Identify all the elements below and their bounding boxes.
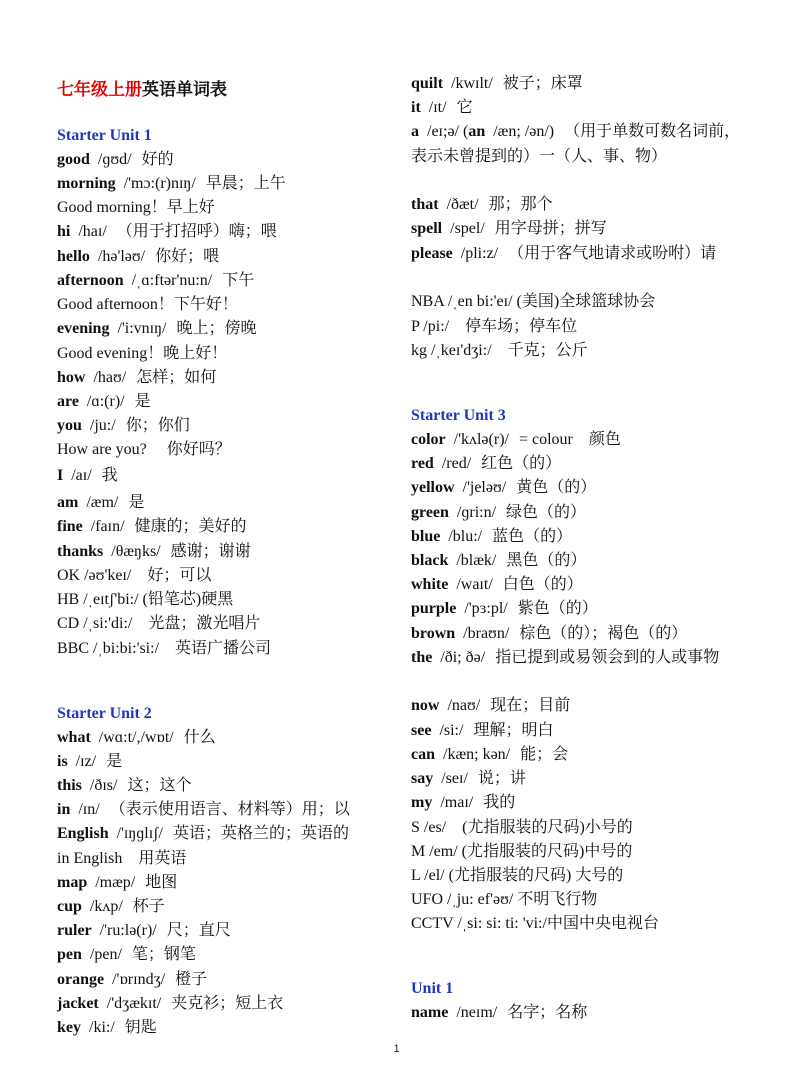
word-entry: Good afternoon！下午好！	[57, 296, 238, 313]
entry-meaning: 笔；钢笔	[131, 946, 196, 963]
entry-phonetic: /ɪz/	[71, 753, 97, 770]
entry-word: good	[57, 151, 90, 168]
entry-meaning: 棕色（的）；褐色（的）	[519, 625, 688, 642]
word-entry	[57, 540, 251, 565]
entry-phonetic: /'mɔ:(r)nɪŋ/	[119, 175, 196, 192]
entry-phonetic: /θæŋks/	[107, 543, 161, 560]
word-entry	[411, 452, 561, 477]
entry-word: a	[411, 123, 419, 140]
entry-phonetic: /blæk/	[452, 552, 497, 569]
entry-phonetic: /'ɒrɪndʒ/	[108, 971, 166, 988]
entry-phonetic: /neɪm/	[452, 1004, 498, 1021]
entry-phonetic: /æn; /ən/)	[489, 123, 555, 140]
entry-phonetic: /ɡri:n/	[452, 504, 497, 521]
title-grade: 七年级上册	[57, 80, 142, 99]
word-entry	[411, 573, 583, 598]
entry-word: jacket	[57, 995, 99, 1012]
word-entry	[57, 726, 216, 751]
entry-phonetic: /kwɪlt/	[447, 75, 493, 92]
entry-word: afternoon	[57, 272, 124, 289]
entry-phonetic: /haʊ/	[89, 369, 127, 386]
entry-phonetic: /spel/	[446, 220, 485, 237]
entry-meaning: 指已提到或易领会到的人或事物	[495, 649, 720, 666]
word-entry	[411, 791, 515, 816]
entry-meaning: 是	[128, 494, 145, 511]
entry-phonetic: /braʊn/	[459, 625, 510, 642]
entry-word: now	[411, 697, 440, 714]
entry-word: white	[411, 576, 449, 593]
word-entry: OK /əʊ'keɪ/ 好；可以	[57, 567, 212, 584]
entry-phonetic: /kæn; kən/	[439, 746, 511, 763]
word-entry	[411, 1001, 587, 1026]
word-entry: Good evening！晚上好！	[57, 345, 228, 362]
unit-heading: Starter Unit 2	[57, 705, 152, 722]
entry-word: am	[57, 494, 79, 511]
entry-meaning: 什么	[183, 729, 216, 746]
word-entry	[57, 968, 207, 993]
entry-word: spell	[411, 220, 443, 237]
word-entry: NBA /ˌen bi:'eɪ/ (美国)全球篮球协会	[411, 293, 656, 310]
entry-meaning: 绿色（的）	[506, 504, 587, 521]
entry-meaning: 名字；名称	[507, 1004, 588, 1021]
entry-phonetic: /waɪt/	[452, 576, 493, 593]
entry-phonetic: /ki:/	[85, 1019, 115, 1036]
entry-word: an	[468, 123, 486, 140]
entry-meaning: 地图	[145, 874, 178, 891]
entry-meaning: 红色（的）	[481, 455, 562, 472]
entry-meaning: 这；这个	[127, 777, 192, 794]
unit-heading: Starter Unit 1	[57, 127, 152, 144]
entry-word: English	[57, 825, 109, 842]
word-entry	[411, 549, 586, 574]
word-entry: HB /ˌeɪtʃ'bi:/ (铅笔芯)硬黑	[57, 591, 234, 608]
entry-meaning: 黄色（的）	[516, 479, 597, 496]
entry-meaning: 你好；喂	[155, 248, 220, 265]
entry-meaning: 晚上；傍晚	[176, 320, 257, 337]
word-entry	[411, 476, 596, 501]
entry-meaning: （用于打招呼）嗨；喂	[116, 223, 277, 240]
entry-meaning: 我	[101, 467, 118, 484]
entry-meaning: （用于单数可数名词前，表示未曾提到的）一（人、事、物）	[411, 123, 741, 165]
entry-meaning: 说；讲	[477, 770, 526, 787]
entry-phonetic: /maɪ/	[436, 794, 474, 811]
word-entry	[411, 242, 741, 267]
entry-phonetic: /pen/	[85, 946, 122, 963]
entry-word: name	[411, 1004, 449, 1021]
word-entry	[411, 96, 473, 121]
word-entry	[57, 491, 144, 516]
entry-word: evening	[57, 320, 110, 337]
entry-phonetic: /blu:/	[444, 528, 483, 545]
entry-phonetic: /'dʒækɪt/	[102, 995, 162, 1012]
word-entry	[411, 501, 586, 526]
entry-phonetic: /red/	[437, 455, 472, 472]
word-entry: S /es/ (尤指服装的尺码)小号的	[411, 819, 633, 836]
entry-word: thanks	[57, 543, 104, 560]
word-entry: UFO /ˌju: ef'əʊ/ 不明飞行物	[411, 891, 598, 908]
entry-meaning: 紫色（的）	[517, 600, 598, 617]
word-entry	[411, 622, 687, 647]
entry-meaning: 杯子	[132, 898, 165, 915]
entry-word: yellow	[411, 479, 455, 496]
entry-meaning: 健康的；美好的	[134, 518, 247, 535]
entry-word: hi	[57, 223, 71, 240]
entry-meaning: 尺；直尺	[166, 922, 231, 939]
entry-phonetic: /'i:vnɪŋ/	[113, 320, 167, 337]
page-title	[57, 75, 227, 100]
word-entry	[411, 767, 526, 792]
word-entry	[57, 220, 277, 245]
word-entry	[57, 750, 122, 775]
entry-phonetic: /'ru:lə(r)/	[95, 922, 157, 939]
word-entry: P /pi:/ 停车场；停车位	[411, 318, 578, 335]
entry-word: in	[57, 801, 71, 818]
entry-phonetic: /ɡʊd/	[93, 151, 132, 168]
word-entry: a /eɪ;ə/ (an /æn; /ən/) （用于单数可数名词前，表示未曾提到的）一（人、事、物）	[411, 123, 741, 165]
word-entry	[57, 148, 174, 173]
word-entry	[411, 217, 607, 242]
entry-phonetic: /kʌp/	[85, 898, 123, 915]
entry-meaning: 橙子	[175, 971, 208, 988]
entry-meaning: = colour 颜色	[518, 431, 621, 448]
word-entry	[57, 366, 216, 391]
title-label: 英语单词表	[142, 80, 227, 99]
entry-phonetic: /'pɜ:pl/	[460, 600, 508, 617]
word-entry: CD /ˌsi:'di:/ 光盘；激光唱片	[57, 615, 261, 632]
entry-phonetic: /ɑ:(r)/	[82, 393, 125, 410]
word-entry	[57, 390, 151, 415]
entry-meaning: 它	[456, 99, 473, 116]
word-entry	[411, 597, 598, 622]
entry-word: is	[57, 753, 68, 770]
word-entry: kg /ˌkeɪ'dʒi:/ 千克；公斤	[411, 342, 588, 359]
entry-meaning: 你；你们	[125, 417, 190, 434]
word-entry: BBC /ˌbi:bi:'si:/ 英语广播公司	[57, 640, 272, 657]
entry-phonetic: /ðæt/	[442, 196, 479, 213]
entry-word: are	[57, 393, 79, 410]
entry-word: key	[57, 1019, 81, 1036]
entry-meaning: 现在；目前	[490, 697, 571, 714]
word-entry	[57, 317, 257, 342]
entry-meaning: 用字母拼；拼写	[494, 220, 607, 237]
entry-phonetic: /haɪ/	[74, 223, 107, 240]
entry-meaning: 是	[134, 393, 151, 410]
word-entry	[57, 822, 349, 847]
word-entry: CCTV /ˌsi: si: ti: 'vi:/中国中央电视台	[411, 915, 659, 932]
entry-phonetic: /'jeləʊ/	[458, 479, 507, 496]
entry-meaning: 蓝色（的）	[492, 528, 573, 545]
entry-meaning: 我的	[483, 794, 516, 811]
entry-phonetic: /ɪn/	[74, 801, 100, 818]
word-entry	[411, 694, 570, 719]
entry-meaning: 被子；床罩	[502, 75, 583, 92]
entry-word: you	[57, 417, 82, 434]
entry-word: orange	[57, 971, 105, 988]
entry-word: green	[411, 504, 449, 521]
entry-word: color	[411, 431, 446, 448]
word-entry: L /el/ (尤指服装的尺码) 大号的	[411, 867, 624, 884]
entry-phonetic: /ði; ðə/	[436, 649, 486, 666]
entry-phonetic: /ˌɑ:ftər'nu:n/	[127, 272, 213, 289]
entry-phonetic: /faɪn/	[86, 518, 125, 535]
entry-word: purple	[411, 600, 457, 617]
entry-phonetic: /pli:z/	[456, 245, 499, 262]
entry-word: please	[411, 245, 453, 262]
entry-word: cup	[57, 898, 82, 915]
entry-phonetic: /'ɪŋɡlɪʃ/	[112, 825, 163, 842]
word-entry	[57, 943, 196, 968]
word-entry	[411, 193, 553, 218]
entry-meaning: 那；那个	[488, 196, 553, 213]
entry-word: black	[411, 552, 449, 569]
entry-word: what	[57, 729, 91, 746]
entry-word: that	[411, 196, 439, 213]
entry-word: map	[57, 874, 88, 891]
word-entry	[57, 992, 283, 1017]
entry-meaning: 理解；明白	[473, 722, 554, 739]
entry-word: brown	[411, 625, 456, 642]
entry-meaning: 白色（的）	[502, 576, 583, 593]
entry-meaning: 好的	[141, 151, 174, 168]
word-entry	[57, 172, 286, 197]
entry-phonetic: /seɪ/	[437, 770, 468, 787]
entry-phonetic: /si:/	[435, 722, 464, 739]
entry-meaning: 英语；英格兰的；英语的	[172, 825, 349, 842]
unit-heading: Starter Unit 3	[411, 407, 506, 424]
word-entry	[411, 646, 741, 671]
word-entry	[57, 798, 350, 823]
entry-word: fine	[57, 518, 83, 535]
page-number: 1	[393, 1043, 400, 1055]
entry-word: quilt	[411, 75, 444, 92]
word-entry: M /em/ (尤指服装的尺码)中号的	[411, 843, 633, 860]
entry-word: it	[411, 99, 421, 116]
entry-word: can	[411, 746, 435, 763]
word-entry: in English 用英语	[57, 850, 187, 867]
entry-phonetic: /ðɪs/	[85, 777, 118, 794]
entry-word: see	[411, 722, 432, 739]
entry-phonetic: /aɪ/	[67, 467, 92, 484]
entry-meaning: 早晨；上午	[205, 175, 286, 192]
word-entry	[57, 245, 219, 270]
entry-word: ruler	[57, 922, 92, 939]
entry-phonetic: /naʊ/	[443, 697, 481, 714]
word-entry	[57, 895, 165, 920]
word-entry	[57, 871, 177, 896]
word-entry	[57, 1016, 157, 1041]
entry-phonetic: /æm/	[82, 494, 119, 511]
word-entry	[57, 919, 231, 944]
entry-meaning: 夹克衫；短上衣	[171, 995, 284, 1012]
word-entry	[57, 464, 118, 489]
entry-word: how	[57, 369, 86, 386]
entry-meaning: 钥匙	[124, 1019, 157, 1036]
word-entry	[411, 72, 583, 97]
entry-word: morning	[57, 175, 116, 192]
entry-phonetic: /'kʌlə(r)/	[449, 431, 509, 448]
entry-word: hello	[57, 248, 90, 265]
word-entry: How are you? 你好吗？	[57, 441, 231, 458]
entry-phonetic: /ɪt/	[424, 99, 447, 116]
entry-meaning: 感谢；谢谢	[170, 543, 251, 560]
entry-meaning: （用于客气地请求或吩咐）请	[508, 245, 717, 262]
entry-word: pen	[57, 946, 82, 963]
entry-phonetic: /hə'ləʊ/	[93, 248, 146, 265]
entry-word: blue	[411, 528, 441, 545]
entry-word: I	[57, 467, 64, 484]
entry-phonetic: /mæp/	[91, 874, 136, 891]
word-entry	[57, 774, 191, 799]
entry-meaning: 怎样；如何	[136, 369, 217, 386]
entry-word: red	[411, 455, 434, 472]
word-entry	[411, 428, 621, 453]
entry-phonetic: /eɪ;ə/	[423, 123, 459, 140]
word-entry	[57, 515, 247, 540]
entry-word: this	[57, 777, 82, 794]
entry-word: say	[411, 770, 434, 787]
word-entry	[411, 743, 568, 768]
word-entry	[57, 414, 190, 439]
unit-heading: Unit 1	[411, 980, 454, 997]
entry-phonetic: /wɑ:t/,/wɒt/	[94, 729, 174, 746]
word-entry	[411, 525, 572, 550]
entry-word: my	[411, 794, 433, 811]
entry-meaning: 下午	[222, 272, 255, 289]
word-entry	[411, 719, 553, 744]
entry-meaning: 是	[106, 753, 123, 770]
entry-word: the	[411, 649, 433, 666]
entry-meaning: （表示使用语言、材料等）用；以	[109, 801, 350, 818]
entry-meaning: 能；会	[520, 746, 569, 763]
word-entry: Good morning！早上好	[57, 199, 215, 216]
word-entry	[57, 269, 254, 294]
entry-phonetic: /ju:/	[85, 417, 116, 434]
entry-meaning: 黑色（的）	[506, 552, 587, 569]
